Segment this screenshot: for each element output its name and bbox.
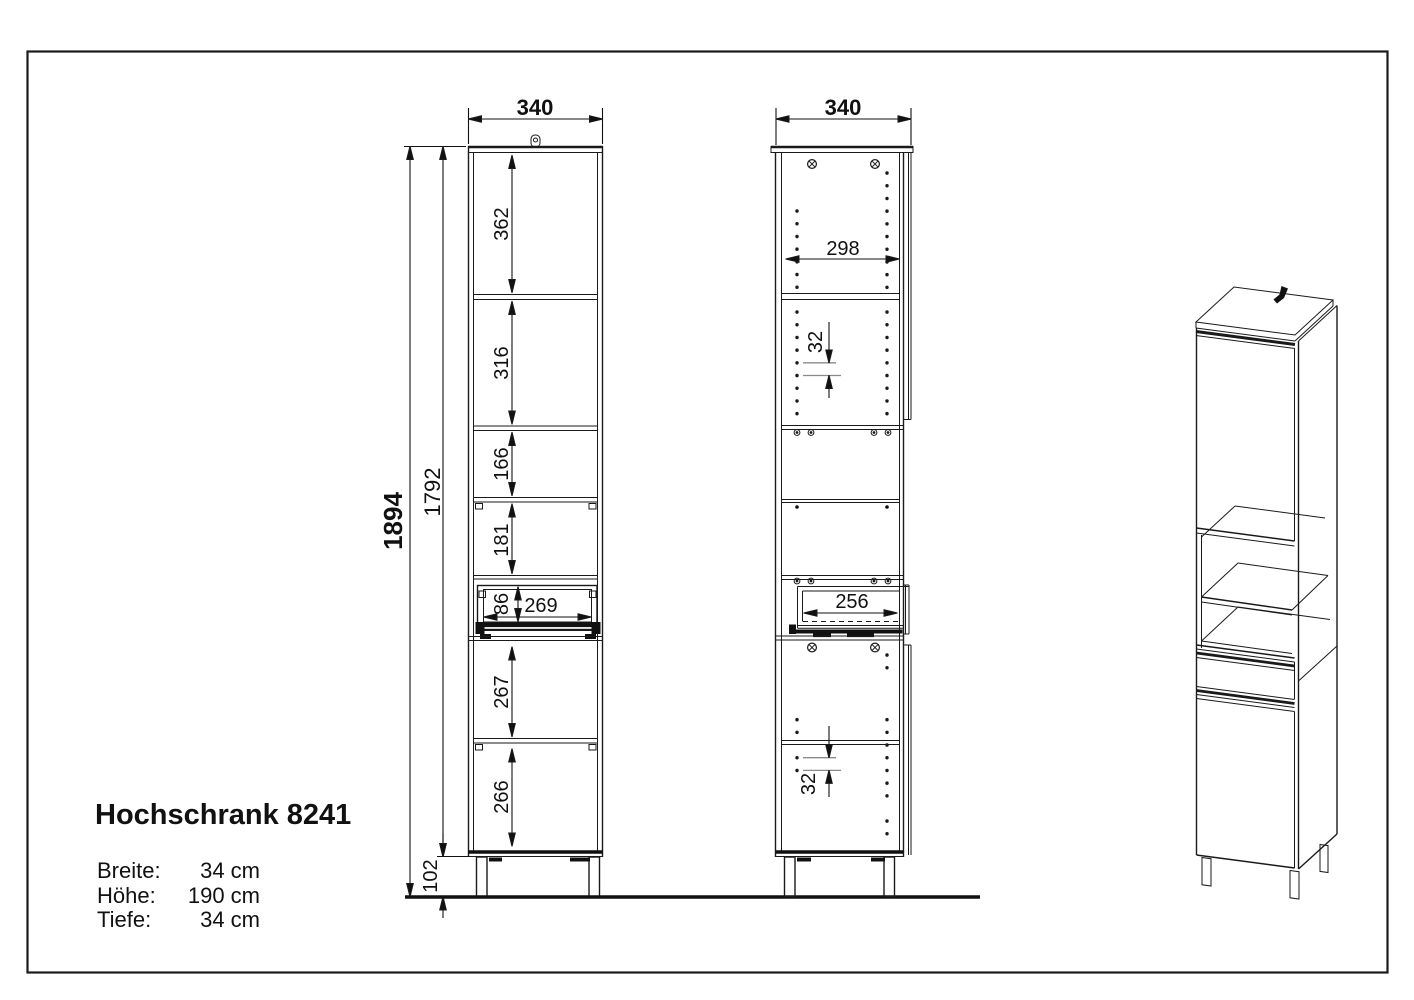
dim-sec1: 362 bbox=[491, 207, 513, 241]
dim-sec2: 316 bbox=[491, 346, 513, 380]
dim-drawer-height: 86 bbox=[491, 592, 513, 616]
dim-drawer-depth: 256 bbox=[835, 591, 869, 613]
spec-label-hoehe: Höhe: bbox=[97, 883, 156, 908]
dim-side-width: 340 bbox=[824, 95, 862, 120]
dim-plinth-height: 102 bbox=[420, 859, 442, 893]
dim-sec6: 266 bbox=[491, 780, 513, 814]
dim-hole-pitch-lower: 32 bbox=[798, 772, 820, 796]
spec-label-tiefe: Tiefe: bbox=[97, 907, 152, 932]
dim-inner-width: 298 bbox=[826, 238, 860, 260]
dim-hole-pitch-upper: 32 bbox=[805, 330, 827, 354]
dim-total-height: 1894 bbox=[378, 492, 408, 550]
drawing-sheet-border bbox=[28, 52, 1388, 973]
dim-sec3: 166 bbox=[491, 447, 513, 481]
spec-value-breite: 34 cm bbox=[200, 858, 260, 883]
dim-drawer-width: 269 bbox=[524, 595, 558, 617]
dim-body-height: 1792 bbox=[420, 467, 445, 517]
dim-sec5: 267 bbox=[491, 675, 513, 709]
drawing-title: Hochschrank 8241 bbox=[95, 799, 352, 831]
spec-label-breite: Breite: bbox=[97, 858, 161, 883]
dim-front-width: 340 bbox=[516, 95, 554, 120]
spec-value-tiefe: 34 cm bbox=[200, 907, 260, 932]
spec-value-hoehe: 190 cm bbox=[187, 883, 260, 908]
dim-sec4: 181 bbox=[491, 523, 513, 557]
